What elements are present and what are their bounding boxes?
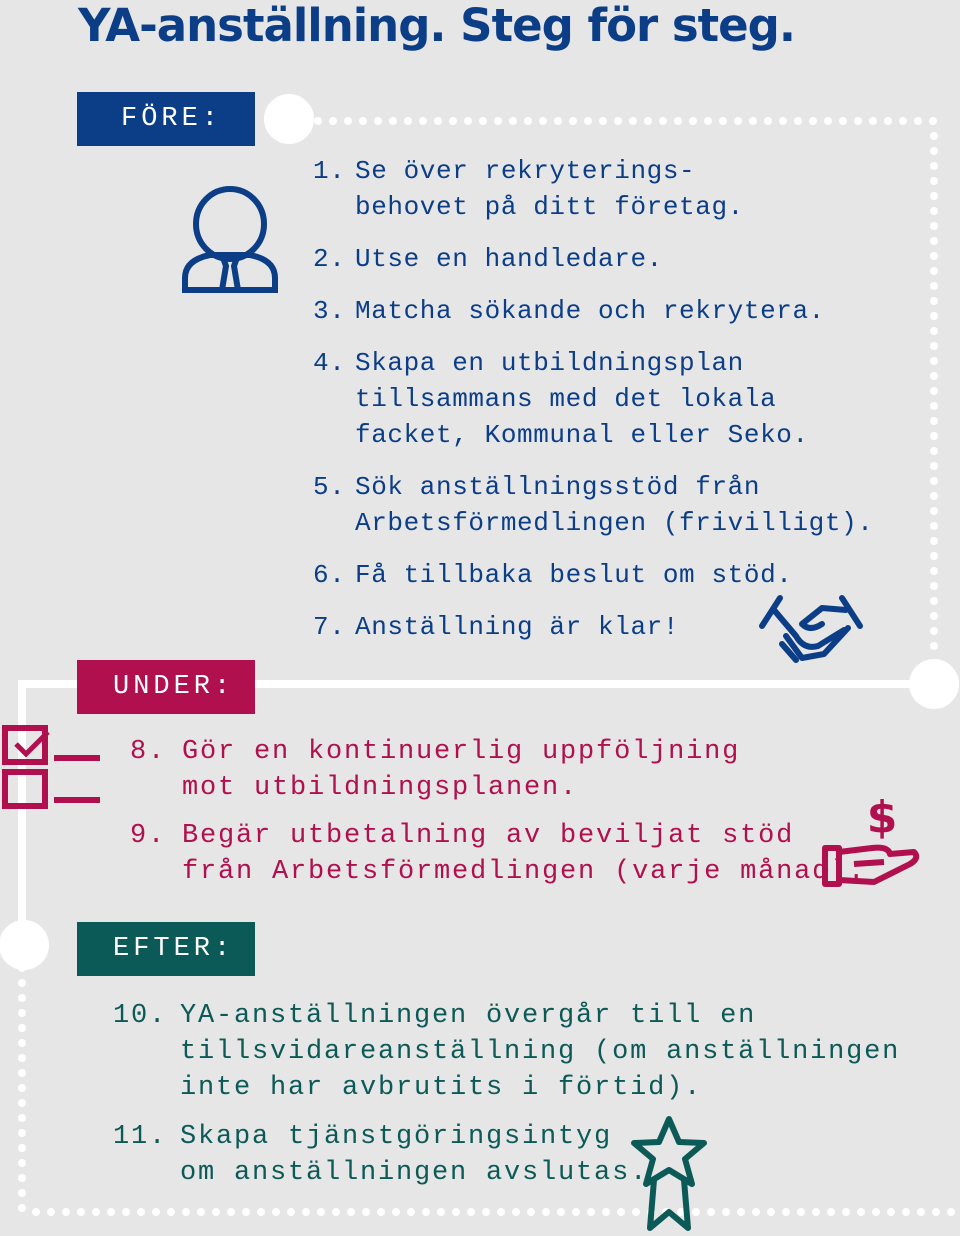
page-title: YA-anställning. Steg för steg.: [78, 0, 795, 52]
list-item: 9. Begär utbetalning av beviljat stöd från Arbetsförmedlingen (varje månad).: [130, 821, 867, 887]
handshake-icon: [758, 592, 864, 664]
section-label-under: [77, 660, 255, 714]
hand-money-icon: [818, 790, 922, 890]
list-item: 3. Matcha sökande och rekrytera.: [313, 296, 825, 326]
list-item: 11. Skapa tjänstgöringsintyg om anställningen avslutas.: [113, 1122, 649, 1188]
person-tie-icon: [180, 186, 280, 294]
checklist-icon: [2, 724, 102, 810]
dollar-symbol: $: [866, 792, 898, 843]
section-label-fore: [77, 92, 255, 146]
list-item: 1. Se över rekryterings- behovet på ditt företag.: [313, 156, 744, 222]
list-item: 2. Utse en handledare.: [313, 244, 663, 274]
list-item: 6. Få tillbaka beslut om stöd.: [313, 560, 793, 590]
list-item: 5. Sök anställningsstöd från Arbetsförmedlingen (frivilligt).: [313, 472, 874, 538]
star-ribbon-icon: [628, 1114, 710, 1232]
list-item: 4. Skapa en utbildningsplan tillsammans med det lokala facket, Kommunal eller Seko.: [313, 348, 809, 450]
list-item: 10. YA-anställningen övergår till en tillsvidareanställning (om anställningen inte har avbrutits i förtid).: [113, 1001, 901, 1103]
steps-fore: [313, 153, 873, 645]
section-label-under-text: UNDER:: [113, 672, 235, 702]
list-item: 7. Anställning är klar!: [313, 612, 680, 642]
list-item: 8. Gör en kontinuerlig uppföljning mot utbildningsplanen.: [130, 737, 741, 803]
section-label-fore-text: FÖRE:: [121, 104, 223, 134]
section-label-efter: [77, 922, 255, 976]
section-label-efter-text: EFTER:: [113, 934, 235, 964]
steps-under: [130, 734, 866, 890]
steps-efter: [113, 998, 900, 1191]
